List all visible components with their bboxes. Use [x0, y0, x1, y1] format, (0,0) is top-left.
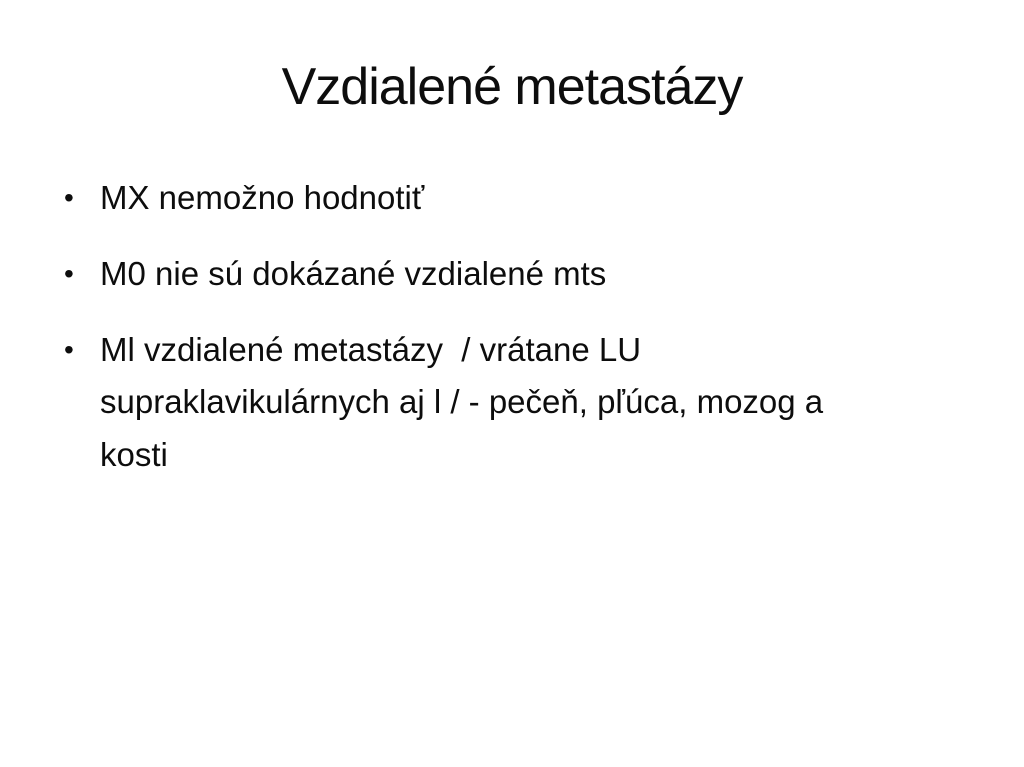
slide-title: Vzdialené metastázy — [281, 58, 743, 116]
list-item — [62, 324, 834, 480]
bullet-text: MX nemožno hodnotiť — [100, 179, 425, 216]
bullet-icon: • — [64, 182, 74, 213]
bullet-list — [62, 172, 834, 505]
bullet-icon: • — [64, 258, 74, 290]
list-item — [62, 172, 834, 224]
bullet-text: M0 nie sú dokázané vzdialené mts — [100, 255, 607, 293]
bullet-icon: • — [64, 334, 74, 366]
list-item — [62, 248, 834, 300]
bullet-text: Ml vzdialené metastázy / vrátane LU supraklavikulárnych aj l / - pečeň, pľúca, mozog a kosti — [100, 331, 833, 473]
